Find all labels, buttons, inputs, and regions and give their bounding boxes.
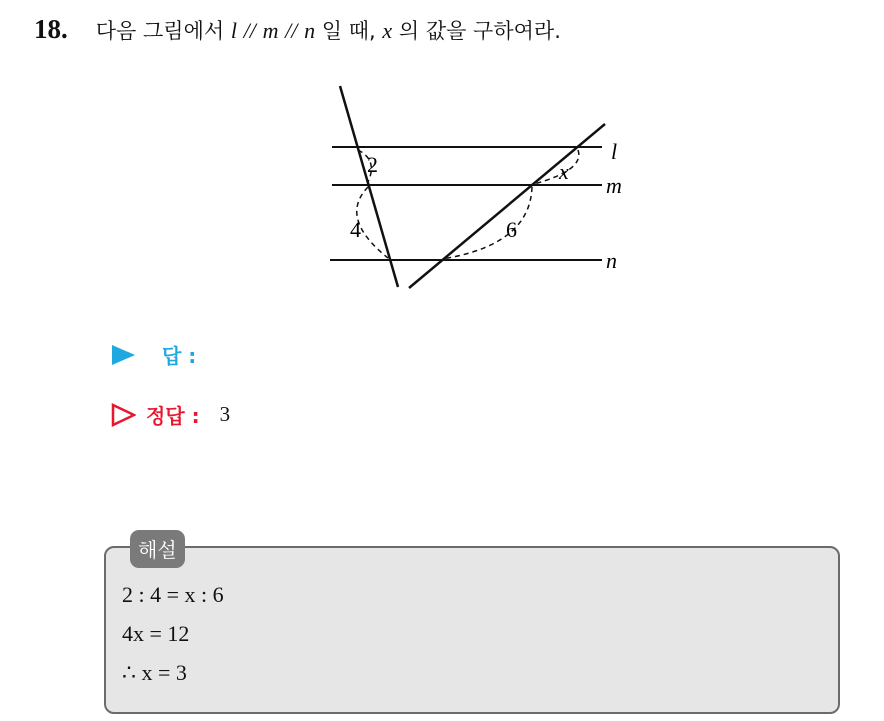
label-6: 6 xyxy=(506,217,517,242)
correct-answer-value: 3 xyxy=(219,402,231,426)
label-m: m xyxy=(606,173,622,198)
solution-line-3: ∴ x = 3 xyxy=(122,660,187,685)
question-text-part1: 다음 그림에서 xyxy=(95,19,225,43)
question-parallel-2: // xyxy=(285,18,298,43)
question-var-l: l xyxy=(230,18,237,43)
question-var-x: x xyxy=(382,18,393,43)
solution-box xyxy=(104,546,840,714)
answer-prompt-label: 답 : xyxy=(162,344,197,368)
question-number: 18. xyxy=(34,14,68,44)
question-var-n: n xyxy=(304,18,316,43)
answer-prompt-row xyxy=(110,340,196,369)
right-transversal xyxy=(409,124,605,288)
parallel-lines-figure xyxy=(0,0,884,330)
label-4: 4 xyxy=(350,217,361,242)
solution-line-2: 4x = 12 xyxy=(122,621,190,646)
question-text-part2: 일 때, xyxy=(321,19,376,43)
play-triangle-icon xyxy=(110,344,136,366)
correct-answer-row xyxy=(110,400,230,429)
outline-triangle-icon xyxy=(110,403,136,427)
label-n: n xyxy=(606,248,617,273)
question-text-part3: 의 값을 구하여라. xyxy=(398,19,561,43)
question-var-m: m xyxy=(262,18,279,43)
solution-line-1: 2 : 4 = x : 6 xyxy=(122,582,224,607)
label-l: l xyxy=(611,139,618,164)
left-transversal xyxy=(340,86,398,287)
correct-answer-label: 정답 : xyxy=(146,404,200,428)
question-parallel-1: // xyxy=(243,18,256,43)
label-2: 2 xyxy=(367,152,378,177)
solution-tag: 해설 xyxy=(130,530,185,568)
label-x: x xyxy=(559,159,569,184)
